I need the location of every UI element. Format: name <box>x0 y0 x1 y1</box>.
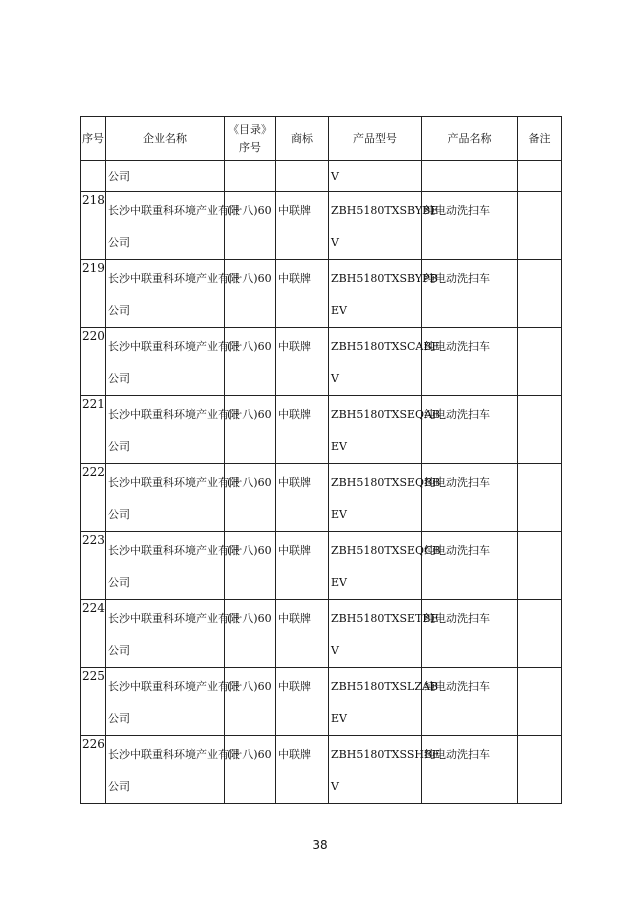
row-index: 222 <box>82 465 105 479</box>
cell-brand <box>276 464 329 532</box>
cell-index <box>81 464 106 532</box>
cell-company <box>106 260 240 328</box>
cell-product <box>422 668 518 736</box>
cell-model <box>329 328 440 396</box>
cell-company <box>106 192 240 260</box>
product-name: 纯电动洗扫车 <box>424 476 490 489</box>
cell-model <box>329 396 441 464</box>
cell-product <box>422 192 518 260</box>
cell-catalog <box>225 668 276 736</box>
product-name: 纯电动洗扫车 <box>424 680 490 693</box>
cell-company <box>106 464 240 532</box>
company-name-line2: 公司 <box>108 576 130 589</box>
cell-index <box>81 600 106 668</box>
row-index: 220 <box>82 329 105 343</box>
cell-company <box>106 736 240 804</box>
cell-remarks <box>518 736 562 804</box>
cell-catalog <box>225 464 276 532</box>
cell-catalog <box>225 600 276 668</box>
table-row <box>81 464 562 532</box>
model-line1: ZBH5180TXSBYPB <box>331 272 438 285</box>
brand-name: 中联牌 <box>278 748 311 761</box>
cell-catalog <box>225 532 276 600</box>
product-name: 纯电动洗扫车 <box>424 748 490 761</box>
cell-brand <box>276 161 329 192</box>
cell-product <box>422 464 518 532</box>
cell-product <box>422 161 518 192</box>
company-name-line2: 公司 <box>108 440 130 453</box>
header-company: 企业名称 <box>106 117 225 161</box>
cell-remarks <box>518 532 562 600</box>
company-name-line2: 公司 <box>108 372 130 385</box>
header-catalog <box>225 117 276 161</box>
cell-company <box>106 396 240 464</box>
company-name-line2: 公司 <box>108 644 130 657</box>
table-row <box>81 668 562 736</box>
cell-remarks <box>518 260 562 328</box>
cell-model <box>329 736 441 804</box>
model-line2: EV <box>331 576 347 589</box>
cell-brand <box>276 600 329 668</box>
company-name-line1: 长沙中联重科环境产业有限 <box>108 272 240 285</box>
catalog-number: (十八)60 <box>227 204 272 217</box>
company-name-line2: 公司 <box>108 712 130 725</box>
header-remarks: 备注 <box>518 117 562 161</box>
table-row <box>81 532 562 600</box>
company-name-line2: 公司 <box>108 508 130 521</box>
cell-index <box>81 396 106 464</box>
table-header-row <box>81 117 562 161</box>
table-row <box>81 600 562 668</box>
cell-index <box>81 532 106 600</box>
cell-brand <box>276 260 329 328</box>
company-name-line1: 长沙中联重科环境产业有限 <box>108 612 240 625</box>
company-name-line2: 公司 <box>108 236 130 249</box>
cell-product <box>422 736 518 804</box>
table-row <box>81 396 562 464</box>
cell-product <box>422 532 518 600</box>
row-index: 226 <box>82 737 105 751</box>
cell-product <box>422 328 518 396</box>
header-model: 产品型号 <box>329 117 422 161</box>
company-name-line1: 长沙中联重科环境产业有限 <box>108 204 240 217</box>
brand-name: 中联牌 <box>278 340 311 353</box>
cell-catalog <box>225 192 276 260</box>
cell-catalog <box>225 736 276 804</box>
model-line2: V <box>331 780 339 793</box>
cell-model <box>329 668 438 736</box>
brand-name: 中联牌 <box>278 408 311 421</box>
cell-company <box>106 600 240 668</box>
table-row <box>81 736 562 804</box>
cell-index <box>81 328 106 396</box>
model-line2: V <box>331 644 339 657</box>
cell-product <box>422 260 518 328</box>
model-line2: V <box>331 236 339 249</box>
model-line2: EV <box>331 440 347 453</box>
row-index: 218 <box>82 193 105 207</box>
model-line2: EV <box>331 304 347 317</box>
cell-remarks <box>518 192 562 260</box>
row-index: 223 <box>82 533 105 547</box>
cell-index <box>81 736 106 804</box>
cell-index <box>81 161 106 192</box>
brand-name: 中联牌 <box>278 544 311 557</box>
table-row <box>81 192 562 260</box>
company-name-line2: 公司 <box>108 304 130 317</box>
brand-name: 中联牌 <box>278 680 311 693</box>
brand-name: 中联牌 <box>278 476 311 489</box>
product-name: 纯电动洗扫车 <box>424 544 490 557</box>
cell-brand <box>276 192 329 260</box>
page-number: 38 <box>312 838 328 852</box>
cell-index <box>81 192 106 260</box>
model-line1: ZBH5180TXSETBE <box>331 612 439 625</box>
model-line1: ZBH5180TXSEQCB <box>331 544 441 557</box>
cell-model <box>329 260 438 328</box>
cell-catalog <box>225 328 276 396</box>
cell-company <box>106 532 240 600</box>
cell-product <box>422 600 518 668</box>
catalog-number: (十八)60 <box>227 680 272 693</box>
cell-model <box>329 464 441 532</box>
cell-model <box>329 192 439 260</box>
catalog-number: (十八)60 <box>227 272 272 285</box>
company-name-line1: 长沙中联重科环境产业有限 <box>108 680 240 693</box>
company-name-line1: 长沙中联重科环境产业有限 <box>108 476 240 489</box>
company-name-line1: 长沙中联重科环境产业有限 <box>108 748 240 761</box>
catalog-number: (十八)60 <box>227 476 272 489</box>
model-line1: ZBH5180TXSBYBE <box>331 204 439 217</box>
cell-brand <box>276 532 329 600</box>
header-index: 序号 <box>81 117 106 161</box>
header-product: 产品名称 <box>422 117 518 161</box>
header-catalog-line2: 序号 <box>239 140 261 154</box>
cell-model <box>329 161 422 192</box>
row-index: 224 <box>82 601 105 615</box>
catalog-number: (十八)60 <box>227 612 272 625</box>
cell-product <box>422 396 518 464</box>
table-row <box>81 328 562 396</box>
table-row <box>81 260 562 328</box>
cell-brand <box>276 736 329 804</box>
cell-brand <box>276 328 329 396</box>
model-line1: ZBH5180TXSLZAB <box>331 680 438 693</box>
cell-brand <box>276 668 329 736</box>
row-index: 221 <box>82 397 105 411</box>
catalog-number: (十八)60 <box>227 340 272 353</box>
cell-remarks <box>518 464 562 532</box>
catalog-number: (十八)60 <box>227 408 272 421</box>
model-line1: ZBH5180TXSEQAB <box>331 408 441 421</box>
product-name: 纯电动洗扫车 <box>424 272 490 285</box>
vehicle-catalog-table <box>80 116 562 804</box>
cell-company <box>106 668 240 736</box>
cell-index <box>81 260 106 328</box>
header-brand: 商标 <box>276 117 329 161</box>
cell-brand <box>276 396 329 464</box>
cell-remarks <box>518 396 562 464</box>
model-line2: V <box>331 372 339 385</box>
company-name-line1: 长沙中联重科环境产业有限 <box>108 544 240 557</box>
catalog-number: (十八)60 <box>227 544 272 557</box>
cell-remarks <box>518 600 562 668</box>
company-tail: 公司 <box>108 170 130 183</box>
header-catalog-line1: 《目录》 <box>228 122 272 136</box>
row-index: 225 <box>82 669 105 683</box>
brand-name: 中联牌 <box>278 204 311 217</box>
continuation-row <box>81 161 562 192</box>
cell-remarks <box>518 328 562 396</box>
product-name: 纯电动洗扫车 <box>424 612 490 625</box>
model-line2: EV <box>331 712 347 725</box>
cell-model <box>329 532 441 600</box>
product-name: 纯电动洗扫车 <box>424 340 490 353</box>
cell-catalog <box>225 260 276 328</box>
model-line1: ZBH5180TXSCABE <box>331 340 440 353</box>
cell-index <box>81 668 106 736</box>
cell-catalog <box>225 161 276 192</box>
model-tail: V <box>331 170 339 183</box>
company-name-line1: 长沙中联重科环境产业有限 <box>108 408 240 421</box>
product-name: 纯电动洗扫车 <box>424 204 490 217</box>
company-name-line2: 公司 <box>108 780 130 793</box>
brand-name: 中联牌 <box>278 272 311 285</box>
cell-model <box>329 600 439 668</box>
model-line1: ZBH5180TXSEQBB <box>331 476 441 489</box>
brand-name: 中联牌 <box>278 612 311 625</box>
cell-catalog <box>225 396 276 464</box>
cell-company <box>106 161 225 192</box>
cell-remarks <box>518 161 562 192</box>
row-index: 219 <box>82 261 105 275</box>
catalog-number: (十八)60 <box>227 748 272 761</box>
cell-company <box>106 328 240 396</box>
model-line1: ZBH5180TXSSHBE <box>331 748 441 761</box>
cell-remarks <box>518 668 562 736</box>
product-name: 纯电动洗扫车 <box>424 408 490 421</box>
company-name-line1: 长沙中联重科环境产业有限 <box>108 340 240 353</box>
model-line2: EV <box>331 508 347 521</box>
